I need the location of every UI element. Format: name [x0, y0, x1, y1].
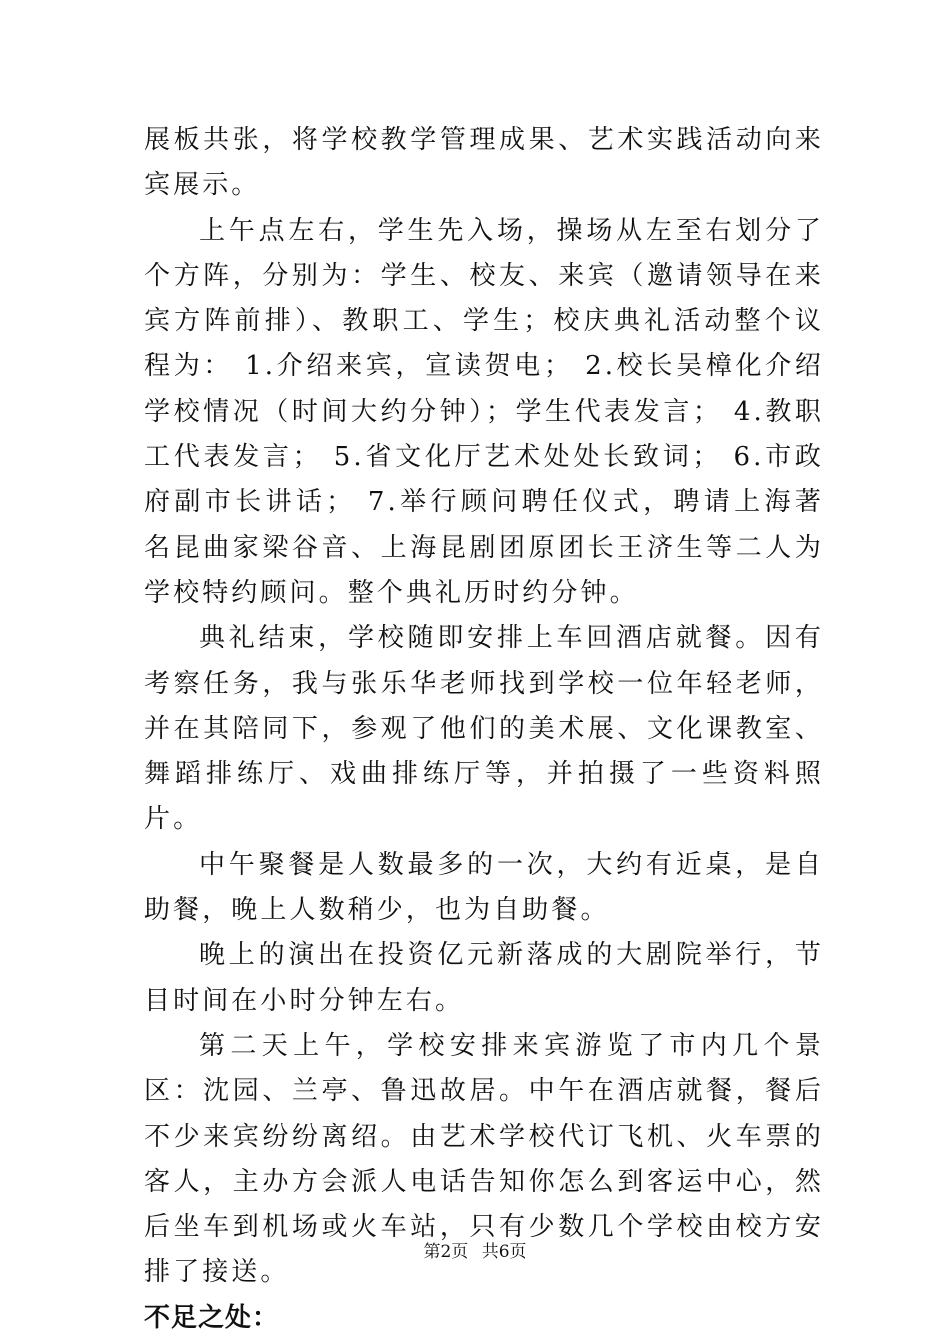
page-number: 第2页: [423, 1242, 469, 1262]
page-footer: [0, 1240, 950, 1264]
document-body: [144, 118, 824, 1341]
paragraph-5: 晚上的演出在投资亿元新落成的大剧院举行，节目时间在小时分钟左右。: [144, 940, 824, 1016]
paragraph-1: 展板共张，将学校教学管理成果、艺术实践活动向来宾展示。: [144, 125, 824, 201]
page-total: 共6页: [481, 1242, 527, 1262]
paragraph-2: 上午点左右，学生先入场，操场从左至右划分了个方阵，分别为：学生、校友、来宾（邀请领导在来宾方阵前排）、教职工、学生；校庆典礼活动整个议程为： 1.介绍来宾，宣读贺电； 2.校长吴樟化介绍学校情况（时间大约分钟）；学生代表发言； 4.教职工代表发言； 5.省文化厅艺术处处长致词； 6.市政府副市长讲话； 7.举行顾问聘任仪式，聘请上海著名昆曲家梁谷音、上海昆剧团原团长王济生等二人为学校特约顾问。整个典礼历时约分钟。: [144, 215, 824, 608]
paragraph-4: 中午聚餐是人数最多的一次，大约有近桌，是自助餐，晚上人数稍少，也为自助餐。: [144, 849, 824, 926]
section-heading: 不足之处：: [144, 1302, 280, 1333]
paragraph-6: 第二天上午，学校安排来宾游览了市内几个景区：沈园、兰亭、鲁迅故居。中午在酒店就餐，餐后不少来宾纷纷离绍。由艺术学校代订飞机、火车票的客人，主办方会派人电话告知你怎么到客运中心，然后坐车到机场或火车站，只有少数几个学校由校方安排了接送。: [144, 1030, 824, 1288]
paragraph-3: 典礼结束，学校随即安排上车回酒店就餐。因有考察任务，我与张乐华老师找到学校一位年轻老师，并在其陪同下，参观了他们的美术展、文化课教室、舞蹈排练厅、戏曲排练厅等，并拍摄了一些资料照片。: [144, 623, 824, 835]
